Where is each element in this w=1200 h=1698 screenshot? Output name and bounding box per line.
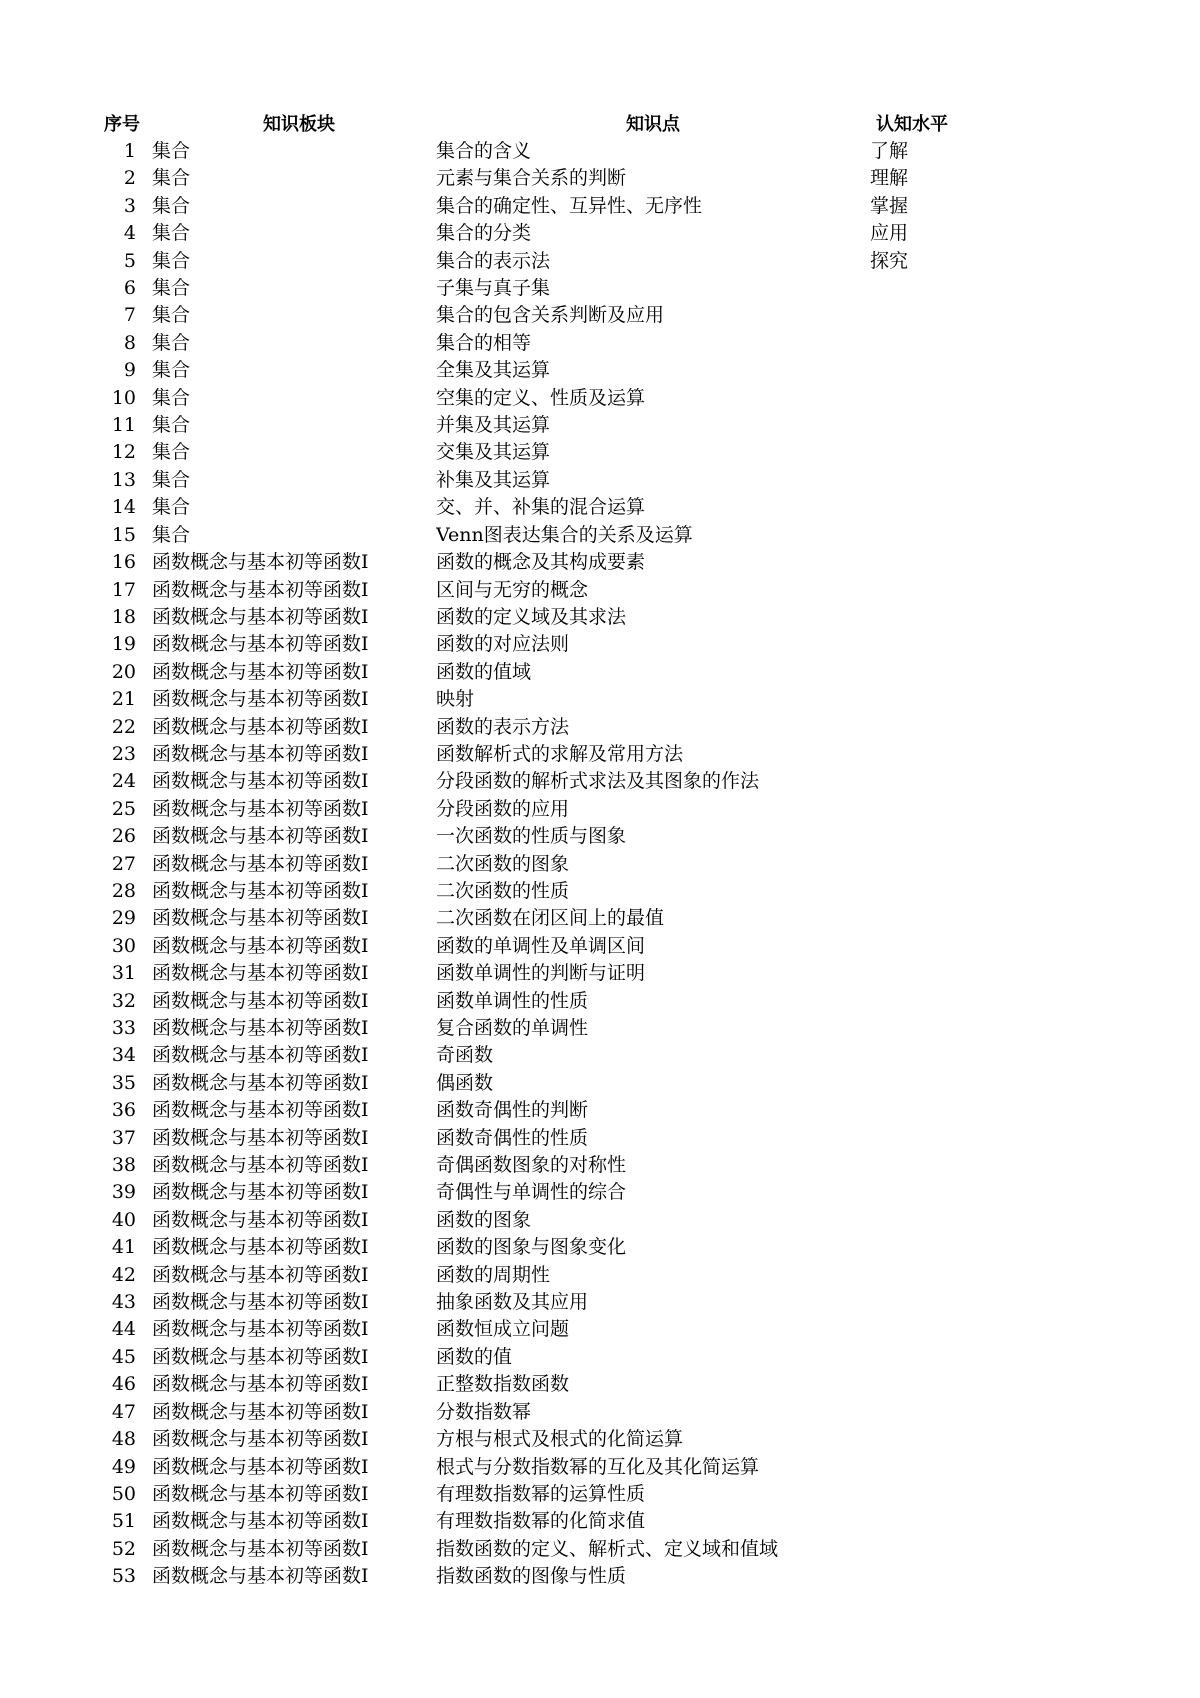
table-row [104,302,986,329]
knowledge-module-cell: 集合 [152,167,191,190]
table-row [104,1097,986,1124]
cognitive-level-cell [870,714,986,741]
knowledge-module-cell: 集合 [152,331,191,354]
knowledge-module-cell: 集合 [152,386,191,409]
table-row [104,275,986,302]
table-row [104,905,986,932]
row-number: 40 [111,1208,136,1231]
row-number: 6 [123,277,136,300]
knowledge-module-cell: 函数概念与基本初等函数Ⅰ [152,633,369,656]
cognitive-level-cell [870,659,986,686]
knowledge-point-cell: 分段函数的应用 [436,797,570,820]
cognitive-level-cell [870,275,986,302]
table-row [104,823,986,850]
knowledge-module-cell: 函数概念与基本初等函数Ⅰ [152,1345,369,1368]
row-number: 34 [111,1044,136,1067]
row-number: 3 [123,194,136,217]
knowledge-module-cell: 函数概念与基本初等函数Ⅰ [152,1071,369,1094]
row-number: 5 [123,249,136,272]
knowledge-point-cell: 奇偶性与单调性的综合 [436,1181,627,1204]
table-row [104,494,986,521]
cognitive-level-cell [870,1125,986,1152]
row-number: 31 [111,962,136,985]
cognitive-level-cell [870,851,986,878]
knowledge-module-cell: 函数概念与基本初等函数Ⅰ [152,1291,369,1314]
cognitive-level-cell [870,1152,986,1179]
table-row [104,659,986,686]
knowledge-table [104,112,986,1591]
cognitive-level-cell [870,1289,986,1316]
cognitive-level-cell [870,631,986,658]
knowledge-module-cell: 函数概念与基本初等函数Ⅰ [152,797,369,820]
knowledge-module-cell: 函数概念与基本初等函数Ⅰ [152,578,369,601]
row-number: 20 [111,660,136,683]
cognitive-level-cell [870,1207,986,1234]
knowledge-module-cell: 集合 [152,414,191,437]
knowledge-module-cell: 函数概念与基本初等函数Ⅰ [152,1154,369,1177]
knowledge-point-cell: 函数解析式的求解及常用方法 [436,742,684,765]
knowledge-point-cell: 交集及其运算 [436,441,551,464]
cognitive-level-cell [870,1454,986,1481]
row-number: 16 [111,551,136,574]
table-row [104,165,986,192]
table-row [104,686,986,713]
cognitive-level-cell [870,933,986,960]
table-row [104,1481,986,1508]
row-number: 17 [111,578,136,601]
knowledge-point-cell: 集合的含义 [436,140,532,162]
row-number: 14 [111,496,136,519]
cognitive-level-cell [870,1042,986,1069]
cognitive-level-cell [870,988,986,1015]
table-row [104,1207,986,1234]
cognitive-level-cell: 应用 [870,222,909,245]
cognitive-level-cell [870,1262,986,1289]
knowledge-point-cell: 集合的相等 [436,331,532,354]
header-knowledge-point: 知识点 [626,114,680,135]
knowledge-module-cell: 集合 [152,304,191,327]
header-number: 序号 [104,114,140,135]
knowledge-point-cell: 二次函数在闭区间上的最值 [436,907,665,930]
knowledge-module-cell: 函数概念与基本初等函数Ⅰ [152,551,369,574]
table-row [104,522,986,549]
knowledge-module-cell: 函数概念与基本初等函数Ⅰ [152,742,369,765]
cognitive-level-cell [870,1179,986,1206]
table-row [104,193,986,220]
row-number: 19 [111,633,136,656]
table-row [104,1289,986,1316]
table-row [104,768,986,795]
table-row [104,1371,986,1398]
cognitive-level-cell [870,330,986,357]
knowledge-module-cell: 函数概念与基本初等函数Ⅰ [152,1208,369,1231]
knowledge-module-cell: 集合 [152,441,191,464]
row-number: 45 [111,1345,136,1368]
knowledge-point-cell: 集合的分类 [436,222,532,245]
cognitive-level-cell [870,1536,986,1563]
row-number: 33 [111,1017,136,1039]
knowledge-module-cell: 函数概念与基本初等函数Ⅰ [152,1565,369,1588]
cognitive-level-cell [870,686,986,713]
knowledge-point-cell: 集合的确定性、互异性、无序性 [436,194,703,217]
row-number: 8 [123,331,136,354]
row-number: 50 [111,1482,136,1505]
knowledge-module-cell: 函数概念与基本初等函数Ⅰ [152,934,369,957]
knowledge-module-cell: 集合 [152,523,191,546]
knowledge-module-cell: 函数概念与基本初等函数Ⅰ [152,962,369,985]
row-number: 9 [123,359,136,382]
row-number: 38 [111,1154,136,1177]
cognitive-level-cell [870,439,986,466]
cognitive-level-cell: 了解 [870,140,909,162]
table-row [104,1563,986,1590]
knowledge-point-cell: 二次函数的图象 [436,852,570,875]
row-number: 36 [111,1099,136,1122]
knowledge-point-cell: 复合函数的单调性 [436,1017,589,1039]
table-row [104,631,986,658]
knowledge-point-cell: 二次函数的性质 [436,879,570,902]
knowledge-point-cell: 指数函数的图像与性质 [436,1565,627,1588]
knowledge-point-cell: 奇偶函数图象的对称性 [436,1154,627,1177]
knowledge-point-cell: 偶函数 [436,1071,494,1094]
knowledge-module-cell: 集合 [152,496,191,519]
table-row [104,138,986,165]
row-number: 23 [111,742,136,765]
knowledge-module-cell: 函数概念与基本初等函数Ⅰ [152,1126,369,1149]
row-number: 52 [111,1537,136,1560]
cognitive-level-cell: 掌握 [870,194,909,217]
knowledge-module-cell: 函数概念与基本初等函数Ⅰ [152,1428,369,1451]
table-row [104,248,986,275]
row-number: 7 [123,304,136,327]
knowledge-module-cell: 函数概念与基本初等函数Ⅰ [152,1373,369,1396]
knowledge-point-cell: 根式与分数指数幂的互化及其化简运算 [436,1455,760,1478]
row-number: 32 [111,989,136,1012]
knowledge-module-cell: 集合 [152,140,191,162]
knowledge-module-cell: 集合 [152,277,191,300]
knowledge-module-cell: 函数概念与基本初等函数Ⅰ [152,688,369,711]
cognitive-level-cell [870,1234,986,1261]
table-row [104,960,986,987]
cognitive-level-cell [870,1426,986,1453]
table-row [104,412,986,439]
knowledge-point-cell: 正整数指数函数 [436,1373,570,1396]
row-number: 15 [111,523,136,546]
cognitive-level-cell [870,1097,986,1124]
knowledge-point-cell: 函数的概念及其构成要素 [436,551,646,574]
knowledge-point-cell: 方根与根式及根式的化简运算 [436,1428,684,1451]
row-number: 13 [111,468,136,491]
table-row [104,1234,986,1261]
knowledge-point-cell: 全集及其运算 [436,359,551,382]
knowledge-point-cell: 子集与真子集 [436,277,551,300]
row-number: 51 [111,1510,136,1533]
knowledge-point-cell: 有理数指数幂的运算性质 [436,1482,646,1505]
knowledge-point-cell: 补集及其运算 [436,468,551,491]
table-body [104,138,986,1591]
cognitive-level-cell [870,1070,986,1097]
row-number: 30 [111,934,136,957]
knowledge-point-cell: 奇函数 [436,1044,494,1067]
knowledge-point-cell: 函数的值域 [436,660,532,683]
cognitive-level-cell [870,412,986,439]
knowledge-point-cell: Venn图表达集合的关系及运算 [436,523,693,546]
row-number: 44 [111,1318,136,1341]
table-row [104,1015,986,1042]
row-number: 24 [111,770,136,793]
table-row [104,1508,986,1535]
table-row [104,1152,986,1179]
knowledge-point-cell: 函数单调性的性质 [436,989,589,1012]
cognitive-level-cell [870,1316,986,1343]
knowledge-module-cell: 函数概念与基本初等函数Ⅰ [152,1017,369,1039]
row-number: 21 [111,688,136,711]
knowledge-module-cell: 函数概念与基本初等函数Ⅰ [152,1236,369,1259]
knowledge-module-cell: 集合 [152,194,191,217]
table-row [104,577,986,604]
cognitive-level-cell [870,385,986,412]
row-number: 53 [111,1565,136,1588]
cognitive-level-cell [870,467,986,494]
table-row [104,714,986,741]
knowledge-module-cell: 函数概念与基本初等函数Ⅰ [152,770,369,793]
cognitive-level-cell [870,1015,986,1042]
row-number: 48 [111,1428,136,1451]
table-row [104,330,986,357]
row-number: 37 [111,1126,136,1149]
knowledge-point-cell: 函数的单调性及单调区间 [436,934,646,957]
table-row [104,385,986,412]
header-cognitive-level: 认知水平 [876,114,948,135]
table-row [104,1316,986,1343]
table-row [104,1426,986,1453]
cognitive-level-cell [870,1563,986,1590]
row-number: 22 [111,715,136,738]
cognitive-level-cell [870,823,986,850]
table-row [104,1042,986,1069]
cognitive-level-cell [870,878,986,905]
cognitive-level-cell [870,302,986,329]
row-number: 39 [111,1181,136,1204]
knowledge-module-cell: 集合 [152,249,191,272]
row-number: 26 [111,825,136,848]
table-row [104,604,986,631]
table-row [104,1125,986,1152]
row-number: 47 [111,1400,136,1423]
row-number: 35 [111,1071,136,1094]
table-row [104,220,986,247]
row-number: 42 [111,1263,136,1286]
knowledge-module-cell: 集合 [152,468,191,491]
knowledge-module-cell: 函数概念与基本初等函数Ⅰ [152,1099,369,1122]
table-row [104,1262,986,1289]
cognitive-level-cell [870,1371,986,1398]
knowledge-module-cell: 函数概念与基本初等函数Ⅰ [152,1510,369,1533]
table-row [104,796,986,823]
knowledge-point-cell: 抽象函数及其应用 [436,1291,589,1314]
cognitive-level-cell [870,796,986,823]
table-row [104,1179,986,1206]
knowledge-point-cell: 空集的定义、性质及运算 [436,386,646,409]
table-row [104,1070,986,1097]
knowledge-module-cell: 函数概念与基本初等函数Ⅰ [152,1482,369,1505]
knowledge-module-cell: 函数概念与基本初等函数Ⅰ [152,1044,369,1067]
knowledge-point-cell: 函数的图象 [436,1208,532,1231]
knowledge-point-cell: 函数的图象与图象变化 [436,1236,627,1259]
knowledge-point-cell: 区间与无穷的概念 [436,578,589,601]
cognitive-level-cell [870,357,986,384]
table-row [104,1344,986,1371]
cognitive-level-cell [870,1481,986,1508]
table-row [104,467,986,494]
knowledge-module-cell: 函数概念与基本初等函数Ⅰ [152,715,369,738]
knowledge-point-cell: 指数函数的定义、解析式、定义域和值域 [436,1537,779,1560]
cognitive-level-cell [870,522,986,549]
cognitive-level-cell [870,768,986,795]
knowledge-module-cell: 函数概念与基本初等函数Ⅰ [152,879,369,902]
cognitive-level-cell [870,1399,986,1426]
knowledge-point-cell: 函数的对应法则 [436,633,570,656]
table-header [104,112,986,138]
knowledge-point-cell: 函数奇偶性的判断 [436,1099,589,1122]
knowledge-module-cell: 函数概念与基本初等函数Ⅰ [152,660,369,683]
header-knowledge-module: 知识板块 [263,114,335,135]
knowledge-point-cell: 函数奇偶性的性质 [436,1126,589,1149]
row-number: 46 [111,1373,136,1396]
header-row [104,112,986,138]
cognitive-level-cell [870,960,986,987]
cognitive-level-cell [870,604,986,631]
knowledge-module-cell: 函数概念与基本初等函数Ⅰ [152,1263,369,1286]
knowledge-point-cell: 函数单调性的判断与证明 [436,962,646,985]
cognitive-level-cell [870,577,986,604]
knowledge-point-cell: 分段函数的解析式求法及其图象的作法 [436,770,760,793]
knowledge-point-cell: 有理数指数幂的化简求值 [436,1510,646,1533]
row-number: 12 [111,441,136,464]
row-number: 4 [123,222,136,245]
row-number: 25 [111,797,136,820]
row-number: 11 [111,414,136,437]
row-number: 2 [123,167,136,190]
knowledge-module-cell: 函数概念与基本初等函数Ⅰ [152,1181,369,1204]
table-row [104,933,986,960]
row-number: 1 [123,140,136,162]
knowledge-module-cell: 函数概念与基本初等函数Ⅰ [152,907,369,930]
knowledge-point-cell: 分数指数幂 [436,1400,532,1423]
knowledge-module-cell: 函数概念与基本初等函数Ⅰ [152,825,369,848]
table-row [104,851,986,878]
row-number: 29 [111,907,136,930]
knowledge-point-cell: 集合的表示法 [436,249,551,272]
table-row [104,1399,986,1426]
table-row [104,357,986,384]
knowledge-point-cell: 函数的周期性 [436,1263,551,1286]
knowledge-point-cell: 集合的包含关系判断及应用 [436,304,665,327]
cognitive-level-cell [870,905,986,932]
table-row [104,439,986,466]
cognitive-level-cell [870,1508,986,1535]
knowledge-point-cell: 函数的值 [436,1345,513,1368]
knowledge-module-cell: 集合 [152,359,191,382]
row-number: 43 [111,1291,136,1314]
table-row [104,1536,986,1563]
cognitive-level-cell [870,494,986,521]
row-number: 41 [111,1236,136,1259]
knowledge-point-cell: 元素与集合关系的判断 [436,167,627,190]
table-row [104,549,986,576]
row-number: 10 [111,386,136,409]
knowledge-module-cell: 函数概念与基本初等函数Ⅰ [152,1455,369,1478]
cognitive-level-cell: 理解 [870,167,909,190]
cognitive-level-cell: 探究 [870,249,909,272]
cognitive-level-cell [870,549,986,576]
row-number: 18 [111,605,136,628]
table-row [104,878,986,905]
knowledge-module-cell: 函数概念与基本初等函数Ⅰ [152,852,369,875]
table-row [104,741,986,768]
knowledge-point-cell: 函数的定义域及其求法 [436,605,627,628]
row-number: 27 [111,852,136,875]
row-number: 28 [111,879,136,902]
table-row [104,1454,986,1481]
knowledge-point-cell: 交、并、补集的混合运算 [436,496,646,519]
knowledge-point-cell: 并集及其运算 [436,414,551,437]
knowledge-point-cell: 一次函数的性质与图象 [436,825,627,848]
knowledge-module-cell: 函数概念与基本初等函数Ⅰ [152,1400,369,1423]
cognitive-level-cell [870,1344,986,1371]
knowledge-module-cell: 函数概念与基本初等函数Ⅰ [152,605,369,628]
row-number: 49 [111,1455,136,1478]
knowledge-point-cell: 函数的表示方法 [436,715,570,738]
knowledge-point-cell: 函数恒成立问题 [436,1318,570,1341]
cognitive-level-cell [870,741,986,768]
knowledge-module-cell: 函数概念与基本初等函数Ⅰ [152,989,369,1012]
knowledge-point-cell: 映射 [436,688,475,711]
knowledge-module-cell: 集合 [152,222,191,245]
knowledge-module-cell: 函数概念与基本初等函数Ⅰ [152,1318,369,1341]
knowledge-module-cell: 函数概念与基本初等函数Ⅰ [152,1537,369,1560]
table-row [104,988,986,1015]
